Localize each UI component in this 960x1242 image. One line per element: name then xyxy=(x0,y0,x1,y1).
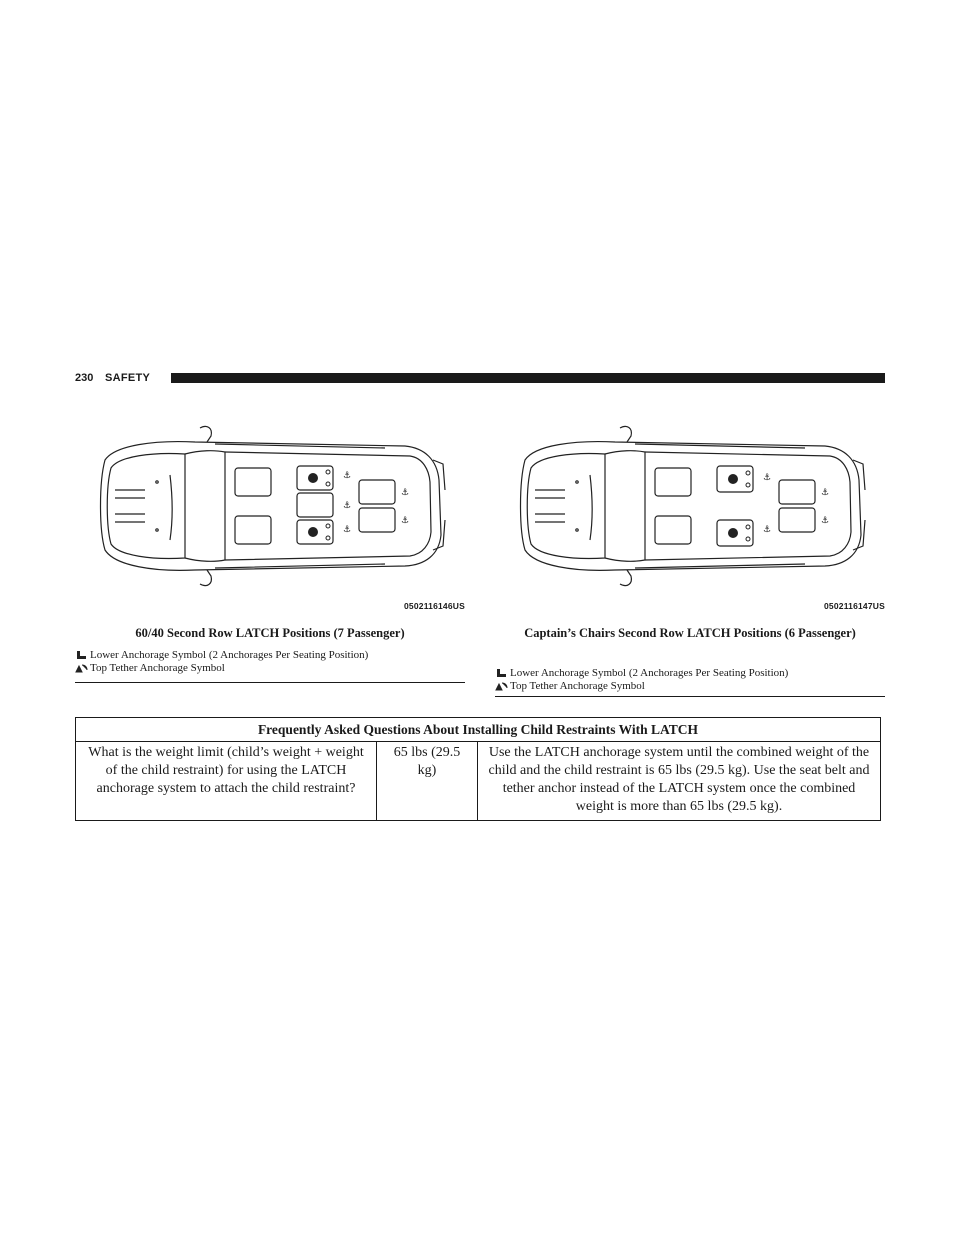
figure-7-passenger xyxy=(75,420,465,674)
table-header-row xyxy=(76,718,881,742)
top-tether-icon xyxy=(495,681,508,692)
page-header xyxy=(75,372,885,384)
svg-text:⚓: ⚓ xyxy=(343,501,352,511)
header-rule xyxy=(171,373,885,383)
weight-limit-cell: 65 lbs (29.5 kg) xyxy=(377,742,478,821)
figure-code: 0502116147US xyxy=(823,601,885,611)
figure-legend xyxy=(75,649,465,675)
svg-text:⚓: ⚓ xyxy=(763,473,772,483)
lower-anchorage-icon xyxy=(75,650,88,661)
legend-item-top-tether: Top Tether Anchorage Symbol xyxy=(495,680,885,693)
figure-code: 0502116146US xyxy=(403,601,465,611)
latch-faq-table xyxy=(75,717,881,821)
svg-text:⚓: ⚓ xyxy=(401,516,410,526)
section-title: SAFETY xyxy=(105,372,151,384)
figure-caption: Captain’s Chairs Second Row LATCH Positions (6 Passenger) xyxy=(524,626,856,640)
figure-legend xyxy=(495,667,885,693)
legend-item-top-tether: Top Tether Anchorage Symbol xyxy=(75,662,465,675)
svg-text:⚓: ⚓ xyxy=(401,488,410,498)
svg-text:⚓: ⚓ xyxy=(821,488,830,498)
legend-item-lower-anchorage: Lower Anchorage Symbol (2 Anchorages Per Seating Position) xyxy=(75,649,465,662)
table-row xyxy=(76,742,881,821)
figure-divider xyxy=(495,696,885,697)
vehicle-top-view-7-passenger-illustration xyxy=(75,420,465,615)
figure-caption: 60/40 Second Row LATCH Positions (7 Passenger) xyxy=(135,626,405,640)
top-tether-icon xyxy=(75,663,88,674)
svg-text:⚓: ⚓ xyxy=(821,516,830,526)
question-cell: What is the weight limit (child’s weight + weight of the child restraint) for using the LATCH anchorage system to attach the child restraint? xyxy=(76,742,377,821)
lower-anchorage-icon xyxy=(495,668,508,679)
answer-cell: Use the LATCH anchorage system until the combined weight of the child and the child restraint is 65 lbs (29.5 kg). Use the seat belt and tether anchor instead of the LATCH system once the combined weight is more than 65 lbs (29.5 kg). xyxy=(478,742,881,821)
page-number: 230 xyxy=(75,372,94,384)
svg-text:⚓: ⚓ xyxy=(343,525,352,535)
svg-text:⚓: ⚓ xyxy=(343,471,352,481)
figure-divider xyxy=(75,682,465,683)
vehicle-top-view-6-passenger-illustration xyxy=(495,420,885,615)
legend-item-lower-anchorage: Lower Anchorage Symbol (2 Anchorages Per Seating Position) xyxy=(495,667,885,680)
svg-text:⚓: ⚓ xyxy=(763,525,772,535)
figure-6-passenger xyxy=(495,420,885,692)
table-title: Frequently Asked Questions About Installing Child Restraints With LATCH xyxy=(76,718,881,742)
